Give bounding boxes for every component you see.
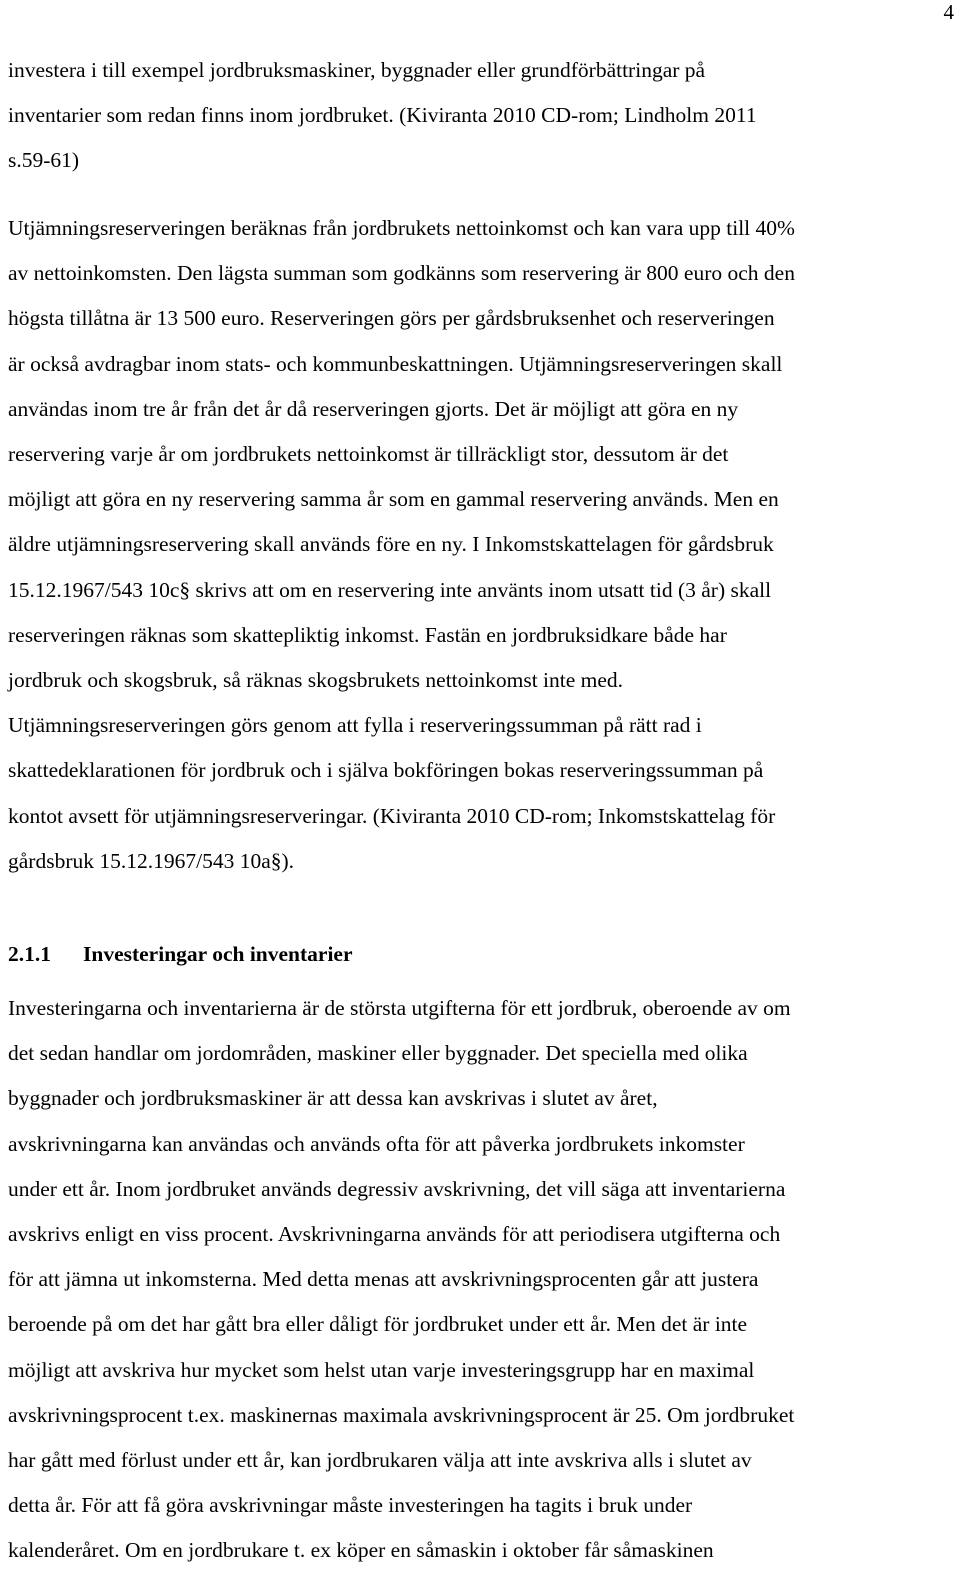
- section-number: 2.1.1: [8, 942, 51, 966]
- section-title: Investeringar och inventarier: [83, 942, 353, 966]
- section-heading: [8, 934, 353, 974]
- page-number: 4: [943, 0, 954, 24]
- paragraph-investeringar: Investeringarna och inventarierna är de största utgifterna för ett jordbruk, oberoende av om det sedan handlar om jordområden, maskiner eller byggnader. Det speciella med olika byggnader och jordbruksmaskiner är att dessa kan avskrivas i slutet av året, avskrivningarna kan användas och används ofta för att påverka jordbrukets inkomster under ett år. Inom jordbruket används degressiv avskrivning, det vill säga att inventarierna avskrivs enligt en viss procent. Avskrivningarna används för att periodisera utgifterna och för att jämna ut inkomsterna. Med detta menas att avskrivningsprocenten går att justera beroende på om det har gått bra eller dåligt för jordbruket under ett år. Men det är inte möjligt att avskriva hur mycket som helst utan varje investeringsgrupp har en maximal avskrivningsprocent t.ex. maskinernas maximala avskrivningsprocent är 25. Om jordbruket har gått med förlust under ett år, kan jordbrukaren välja att inte avskriva alls i slutet av detta år. För att få göra avskrivningar måste investeringen ha tagits i bruk under kalenderåret. Om en jordbrukare t. ex köper en såmaskin i oktober får såmaskinen: [8, 996, 795, 1563]
- paragraph-utjamningsreservering: Utjämningsreserveringen beräknas från jordbrukets nettoinkomst och kan vara upp till 40% av nettoinkomsten. Den lägsta summan som godkänns som reservering är 800 euro och den högsta tillåtna är 13 500 euro. Reserveringen görs per gårdsbruksenhet och reserveringen är också avdragbar inom stats- och kommunbeskattningen. Utjämningsreserveringen skall användas inom tre år från det år då reserveringen gjorts. Det är möjligt att göra en ny reservering varje år om jordbrukets nettoinkomst är tillräckligt stor, dessutom är det möjligt att göra en ny reservering samma år som en gammal reservering används. Men en äldre utjämningsreservering skall används före en ny. I Inkomstskattelagen för gårdsbruk 15.12.1967/543 10c§ skrivs att om en reservering inte använts inom utsatt tid (3 år) skall reserveringen räknas som skattepliktig inkomst. Fastän en jordbruksidkare både har jordbruk och skogsbruk, så räknas skogsbrukets nettoinkomst inte med. Utjämningsreserveringen görs genom att fylla i reserveringssumman på rätt rad i skattedeklarationen för jordbruk och i själva bokföringen bokas reserveringssumman på kontot avsett för utjämningsreserveringar. (Kiviranta 2010 CD-rom; Inkomstskattelag för gårdsbruk 15.12.1967/543 10a§).: [8, 216, 795, 873]
- paragraph-investera: investera i till exempel jordbruksmaskiner, byggnader eller grundförbättringar på inventarier som redan finns inom jordbruket. (Kiviranta 2010 CD-rom; Lindholm 2011 s.59-61): [8, 58, 757, 173]
